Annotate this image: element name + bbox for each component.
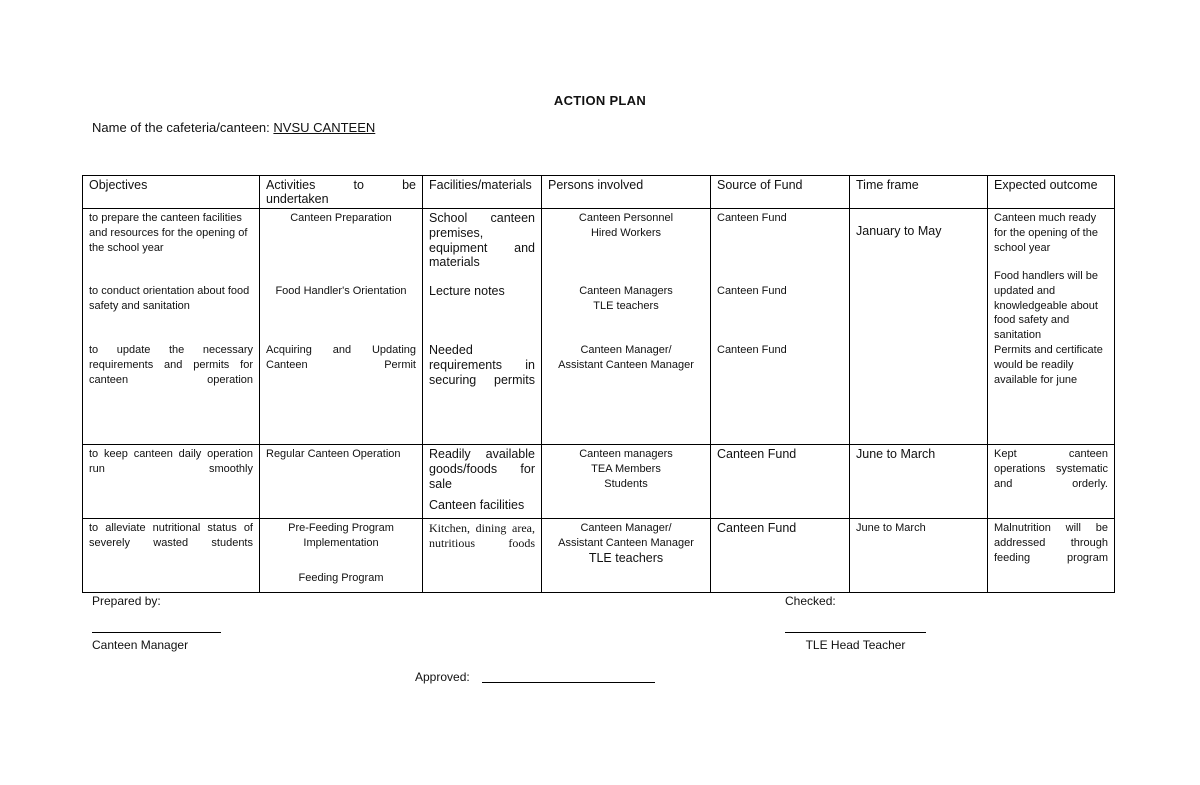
objectives-cell: to keep canteen daily operation run smoothly — [83, 445, 260, 519]
person-text: Hired Workers — [590, 226, 662, 239]
header-activities-word1: Activities — [266, 178, 316, 192]
prepared-by-label: Prepared by: — [92, 594, 161, 608]
facility-text: Readily available goods/foods for sale — [429, 447, 535, 491]
header-persons: Persons involved — [542, 176, 711, 209]
objective-text: to update the necessary requirements and permits for canteen operation — [89, 344, 253, 386]
activity-text: Acquiring and Updating Canteen Permit — [266, 344, 416, 371]
activity-text: Canteen Preparation — [290, 212, 392, 224]
facility-text: Needed requirements in securing permits — [429, 343, 535, 387]
header-activities-word4: undertaken — [266, 192, 329, 206]
checked-signature-line — [785, 632, 926, 633]
checked-label: Checked: — [785, 594, 836, 608]
person-text: Assistant Canteen Manager — [558, 358, 694, 371]
activity-text: Food Handler's Orientation — [275, 285, 407, 297]
person-text: TEA Members — [591, 462, 661, 475]
outcome-text: Permits and certificate would be readily available for june — [994, 344, 1103, 386]
objective-text: to prepare the canteen facilities and resources for the opening of the school year — [89, 212, 248, 254]
outcome-cell: Kept canteen operations systematic and orderly. — [988, 445, 1115, 519]
canteen-value: NVSU CANTEEN — [273, 120, 376, 135]
timeframe-cell: June to March — [850, 519, 988, 593]
activities-cell — [260, 209, 423, 445]
page-title: ACTION PLAN — [553, 93, 647, 108]
person-text: TLE teachers — [593, 299, 659, 312]
timeframe-cell: June to March — [850, 445, 988, 519]
fund-cell: Canteen Fund — [711, 519, 850, 593]
facility-text: Canteen facilities — [429, 498, 525, 512]
header-fund: Source of Fund — [711, 176, 850, 209]
checked-role: TLE Head Teacher — [805, 638, 906, 652]
activities-cell — [260, 519, 423, 593]
prepared-role: Canteen Manager — [92, 638, 189, 652]
table-header-row — [83, 176, 1115, 209]
persons-cell — [542, 209, 711, 445]
person-text: Canteen Personnel — [578, 212, 674, 224]
person-text: Canteen Manager/ — [580, 344, 672, 356]
persons-cell — [542, 519, 711, 593]
header-activities-word2: to — [353, 178, 364, 192]
activity-text: Feeding Program — [298, 572, 384, 584]
table-row — [83, 519, 1115, 593]
table-row — [83, 209, 1115, 445]
prepared-signature-line — [92, 632, 221, 633]
header-activities — [260, 176, 423, 209]
fund-cell — [711, 209, 850, 445]
facility-text: Lecture notes — [429, 284, 505, 298]
facilities-cell — [423, 445, 542, 519]
header-outcome: Expected outcome — [988, 176, 1115, 209]
person-text: TLE teachers — [588, 550, 664, 565]
outcome-cell: Malnutrition will be addressed through feeding program — [988, 519, 1115, 593]
fund-text: Canteen Fund — [717, 212, 787, 224]
facility-text: School canteen premises, equipment and materials — [429, 211, 535, 270]
fund-text: Canteen Fund — [717, 344, 787, 356]
objectives-cell: to alleviate nutritional status of severely wasted students — [83, 519, 260, 593]
timeframe-cell — [850, 209, 988, 445]
objective-text: to conduct orientation about food safety and sanitation — [89, 285, 250, 312]
fund-text: Canteen Fund — [717, 285, 787, 297]
outcome-text: Canteen much ready for the opening of the school year — [994, 212, 1098, 254]
activity-text: Pre-Feeding Program Implementation — [288, 522, 394, 549]
activities-cell: Regular Canteen Operation — [260, 445, 423, 519]
person-text: Canteen managers — [579, 448, 673, 460]
person-text: Students — [604, 477, 648, 490]
canteen-name-line — [92, 120, 375, 135]
objectives-cell — [83, 209, 260, 445]
table-row — [83, 445, 1115, 519]
person-text: Canteen Manager/ — [580, 522, 672, 534]
header-facilities: Facilities/materials — [423, 176, 542, 209]
outcome-text: Food handlers will be updated and knowledgeable about food safety and sanitation — [994, 270, 1098, 342]
person-text: Canteen Managers — [579, 285, 673, 297]
canteen-label: Name of the cafeteria/canteen: — [92, 120, 270, 135]
persons-cell — [542, 445, 711, 519]
header-time: Time frame — [850, 176, 988, 209]
facilities-cell: Kitchen, dining area, nutritious foods — [423, 519, 542, 593]
approved-label: Approved: — [415, 670, 470, 684]
timeframe-text: January to May — [856, 224, 942, 238]
action-plan-table — [82, 175, 1115, 593]
persons-group — [548, 211, 704, 284]
outcome-cell — [988, 209, 1115, 445]
persons-group — [548, 284, 704, 343]
persons-group — [548, 343, 704, 373]
person-text: Assistant Canteen Manager — [558, 536, 694, 549]
header-activities-word3: be — [402, 178, 416, 192]
fund-cell: Canteen Fund — [711, 445, 850, 519]
facilities-cell — [423, 209, 542, 445]
header-objectives: Objectives — [83, 176, 260, 209]
approved-signature-line — [482, 682, 655, 683]
